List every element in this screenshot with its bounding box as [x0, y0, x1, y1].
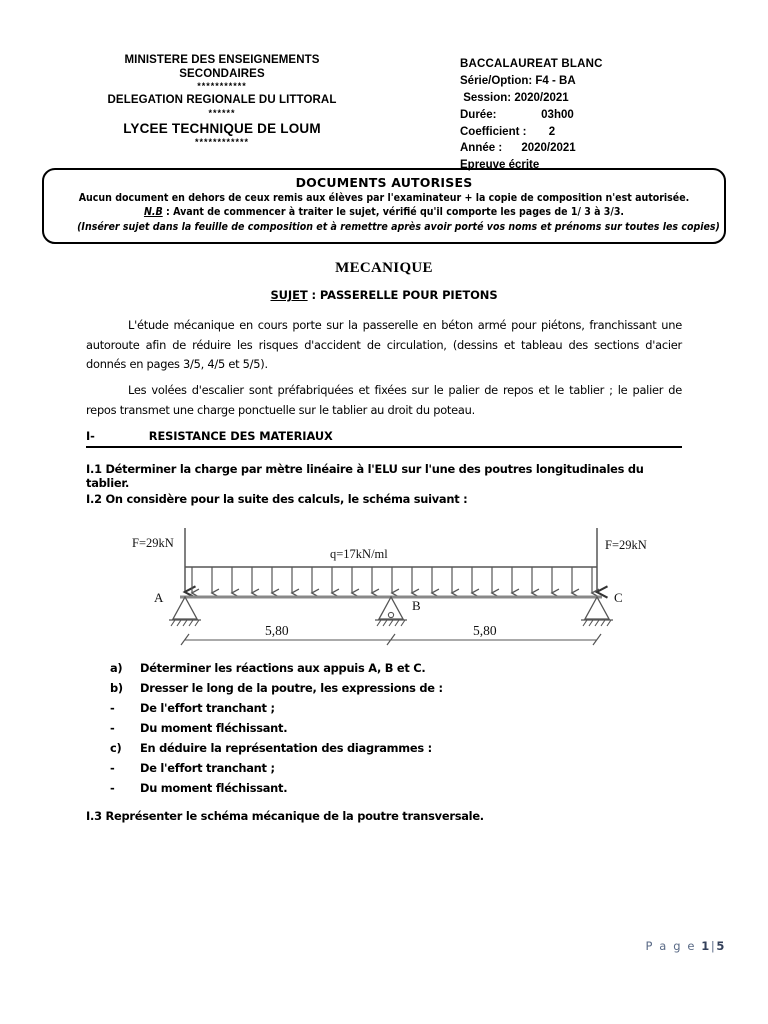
sujet-value: : PASSERELLE POUR PIETONS	[307, 288, 498, 302]
intro-paragraph-2	[86, 381, 682, 420]
span-left-label: 5,80	[265, 623, 289, 638]
exam-serie: Série/Option: F4 - BA	[460, 74, 576, 87]
lycee-line: LYCEE TECHNIQUE DE LOUM	[123, 120, 321, 136]
support-c	[581, 597, 613, 626]
exam-title: BACCALAUREAT BLANC	[460, 58, 603, 70]
documents-box-line-1: Aucun document en dehors de ceux remis aux élèves par l'examinateur + la copie de composition n'est autorisée.	[78, 193, 690, 204]
delegation-line: DELEGATION REGIONALE DU LITTORAL	[107, 94, 337, 107]
exam-duree: Durée: 03h00	[460, 108, 574, 121]
question-item-marker: c)	[110, 741, 122, 756]
question-item-marker: -	[110, 721, 115, 736]
ministry-line-1: MINISTERE DES ENSEIGNEMENTS	[124, 54, 320, 66]
section-divider-rule	[86, 446, 682, 448]
section-heading-row	[86, 429, 682, 443]
support-b	[375, 597, 407, 626]
exam-annee: Année : 2020/2021	[460, 142, 576, 155]
support-a	[169, 597, 201, 626]
nb-text: : Avant de commencer à traiter le sujet, vérifié qu'il comporte les pages de 1/ 3 à 3/3.	[162, 207, 625, 219]
sujet-label: SUJET	[270, 288, 308, 302]
question-item-text: De l'effort tranchant ;	[140, 761, 275, 776]
school-identity-block	[42, 54, 402, 150]
question-list-item	[110, 779, 630, 799]
documents-box-line-2	[77, 206, 691, 220]
distributed-load-label: q=17kN/ml	[330, 547, 388, 561]
paragraph-2-text: Les volées d'escalier sont préfabriquées et fixées sur le palier de repos et le tablier ; le palier de repos transmet une charge ponctuelle sur le tablier au droit du poteau.	[86, 383, 682, 417]
question-item-marker: -	[110, 701, 115, 716]
discipline-title: MECANIQUE	[335, 260, 433, 276]
question-item-text: Déterminer les réactions aux appuis A, B et C.	[140, 661, 426, 676]
support-c-label: C	[614, 590, 623, 605]
section-title: RESISTANCE DES MATERIAUX	[148, 429, 333, 443]
question-i1: I.1 Déterminer la charge par mètre linéaire à l'ELU sur l'une des poutres longitudinales du tablier.	[86, 462, 644, 490]
question-list-item	[110, 759, 630, 779]
beam-diagram-figure	[110, 522, 680, 647]
documents-box-title: DOCUMENTS AUTORISES	[295, 175, 473, 190]
question-item-marker: b)	[110, 681, 123, 696]
question-item-text: En déduire la représentation des diagrammes :	[140, 741, 432, 756]
load-left-label: F=29kN	[132, 536, 174, 550]
question-item-text: Du moment fléchissant.	[140, 781, 288, 796]
subject-title	[0, 288, 768, 302]
page-footer	[0, 939, 726, 953]
question-item-text: Du moment fléchissant.	[140, 721, 288, 736]
question-item-marker: -	[110, 781, 115, 796]
load-right-label: F=29kN	[605, 538, 647, 552]
separator-stars-3: ************	[194, 136, 250, 147]
question-list-item	[110, 659, 630, 679]
exam-epreuve: Epreuve écrite	[460, 159, 540, 172]
separator-stars-1: ***********	[197, 81, 247, 92]
support-a-label: A	[154, 590, 164, 605]
intro-paragraph-1	[86, 316, 682, 375]
question-item-text: Dresser le long de la poutre, les expressions de :	[140, 681, 443, 696]
footer-separator: |	[710, 939, 717, 953]
exam-session: Session: 2020/2021	[460, 91, 569, 104]
question-i2: I.2 On considère pour la suite des calculs, le schéma suivant :	[86, 492, 468, 506]
question-list-item	[110, 699, 630, 719]
footer-current-page: 1	[701, 939, 711, 953]
dimension-line	[181, 623, 601, 645]
documents-autorises-box	[42, 168, 726, 244]
documents-box-line-3: (Insérer sujet dans la feuille de composition et à remettre après avoir porté vos noms et prénoms sur toutes les copies)	[77, 221, 720, 233]
nb-label: N.B	[143, 207, 163, 219]
distributed-load-arrows	[192, 567, 592, 593]
separator-stars-2: ******	[208, 107, 236, 118]
paragraph-1-text: L'étude mécanique en cours porte sur la passerelle en béton armé pour piétons, franchissant une autoroute afin de réduire les risques d'accident de circulation, (dessins et tableau des sections d'acier donnés en pages 3/5, 4/5 et 5/5).	[86, 318, 682, 372]
question-item-text: De l'effort tranchant ;	[140, 701, 275, 716]
section-number: I-	[86, 429, 95, 443]
question-item-marker: -	[110, 761, 115, 776]
section-heading	[86, 429, 682, 448]
ministry-line-2: SECONDAIRES	[179, 67, 265, 80]
question-i3: I.3 Représenter le schéma mécanique de la poutre transversale.	[86, 809, 484, 823]
document-header	[0, 54, 768, 172]
exam-info-block	[460, 56, 603, 174]
span-right-label: 5,80	[473, 623, 497, 638]
question-item-marker: a)	[110, 661, 123, 676]
footer-total-pages: 5	[716, 939, 726, 953]
question-list-item	[110, 739, 630, 759]
footer-page-word: P a g e	[645, 939, 697, 953]
question-list-item	[110, 719, 630, 739]
question-list-item	[110, 679, 630, 699]
exam-coefficient: Coefficient : 2	[460, 125, 556, 138]
question-list	[110, 659, 630, 799]
support-b-label: B	[412, 598, 421, 613]
